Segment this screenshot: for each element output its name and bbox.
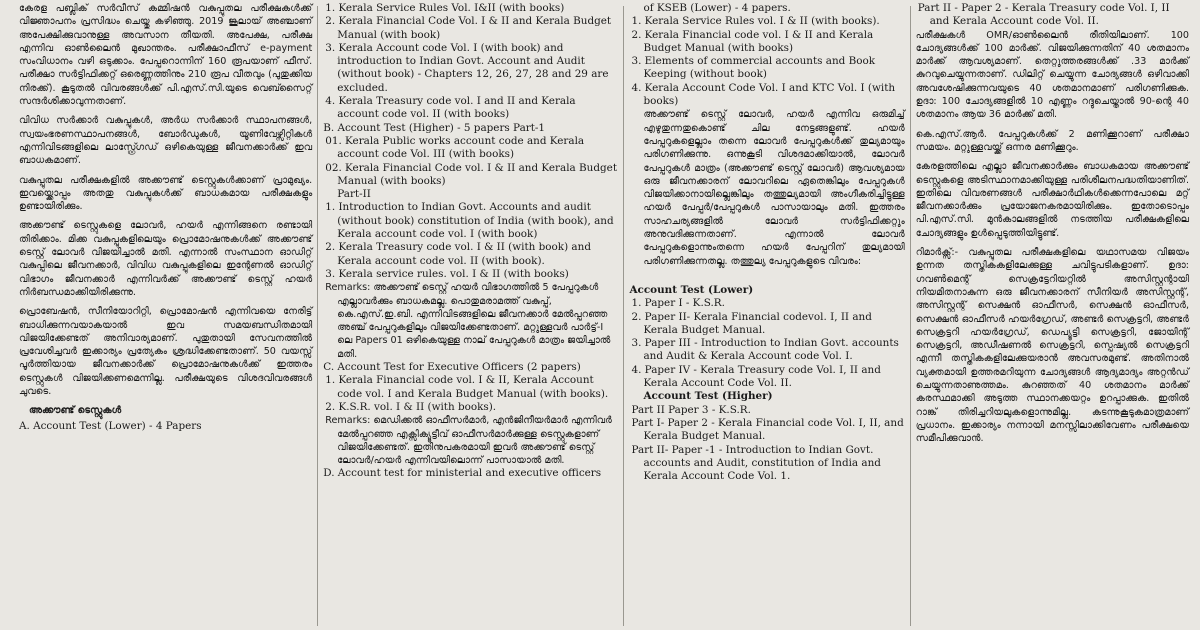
list-item: 3. Elements of commercial accounts and Book Keeping (without book)	[631, 55, 876, 81]
column-2	[318, 2, 623, 630]
list-item: 1. Kerala Financial code vol. I & II, Kerala Account code vol. I and Kerala Budget Manual (with books).	[325, 374, 609, 400]
list-item: Part II Paper 3 - K.S.R.	[631, 403, 751, 416]
equivalence-paragraph: അക്കൗണ്ട് ടെസ്റ്റ് ലോവർ, ഹയർ എന്നിവ ഒരുമിച്ച് എഴുതുന്നതുകൊണ്ട് ചില നേട്ടങ്ങളുണ്ട്. ഹയർ പേപ്പറുകളെല്ലാം തന്നെ ലോവർ പേപ്പറുകൾക്ക് തുല്യമായും പരിഗണിക്കുന്നു. ഒന്നുകൂടി വിശദമാക്കിയാൽ, ലോവർ പേപ്പറുകൾ മാത്രം (അക്കൗണ്ട് ടെസ്റ്റ് ലോവർ) ആവശ്യമായ ഒരു ജീവനക്കാരന് ലോവറിലെ ഏതെങ്കിലും പേപ്പറുകൾ വിജയിക്കാനായില്ലെങ്കിലും തത്തുല്യമായി അംഗീകരിച്ചിട്ടുള്ള ഹയർ പേപ്പർ/പേപ്പറുകൾ പാസായാലും മതി. ഇത്തരം സാഹചര്യങ്ങളിൽ ലോവർ സർട്ടിഫിക്കറ്റും അനുവദിക്കുന്നതാണ്. എന്നാൽ ലോവർ പേപ്പറുകളൊന്നുംതന്നെ ഹയർ പേപ്പറിന് തുല്യമായി പരിഗണിക്കുന്നതല്ല. തത്തുല്യ പേപ്പറുകളുടെ വിവരം:	[643, 109, 905, 267]
column-3	[624, 2, 909, 630]
list-item: Part II- Paper -1 - Introduction to Indian Govt. accounts and Audit, constitution of India and Kerala Account Code Vol. 1.	[631, 443, 881, 483]
remarks-final-paragraph: റിമാർക്സ്:- വകുപ്പുതല പരീക്ഷകളിലെ യഥാസമയ വിജയം ഉന്നത തസ്തികകളിലേക്കുള്ള ചവിട്ടുപടികളാണ്. ഉദാ: ഗവൺമെന്റ് സെക്രട്ടേറിയറ്റിൽ അസിസ്റ്റന്റായി നിയമിതനാകുന്ന ഒരു ജീവനക്കാരന് സീനിയർ അസിസ്റ്റന്റ്, അസിസ്റ്റന്റ് സെക്ഷൻ ഓഫീസർ, സെക്ഷൻ ഓഫീസർ, സെക്ഷൻ ഓഫീസർ ഹയർഗ്രേഡ്, അണ്ടർ സെക്രട്ടറി, അണ്ടർ സെക്രട്ടറി ഹയർഗ്രേഡ്, ഡെപ്യൂട്ടി സെക്രട്ടറി, ജോയിന്റ് സെക്രട്ടറി, അഡീഷണൽ സെക്രട്ടറി, സ്പെഷ്യൽ സെക്രട്ടറി എന്നീ തസ്തികകളിലേക്കുയരാൻ അവസരമുണ്ട്. അതിനാൽ വ്യക്തമായി ഉത്തരമറിയുന്ന ചോദ്യങ്ങൾ ആദ്യമാദ്യം അറ്റൻഡ് ചെയ്യുന്നതാണുത്തമം. കുറഞ്ഞത് 40 ശതമാനം മാർക്ക് കരസ്ഥമാക്കി അടുത്ത സ്ഥാനക്കയറ്റം ഉറപ്പാക്കുക. ഇതിൽ റാങ്ക് തിരിച്ചറിയലുകളൊന്നുമില്ല. കടന്നുകൂടുകമാത്രമാണ് പ്രധാനം. ഇക്കാര്യം നന്നായി മനസ്സിലാക്കിവേണം പരീക്ഷയെ സമീപിക്കുവാൻ.	[915, 247, 1190, 445]
list-item: 2. Paper II- Kerala Financial codevol. I, II and Kerala Budget Manual.	[631, 310, 872, 336]
marks-paragraph: പരീക്ഷകൾ OMR/ഓൺലൈൻ രീതിയിലാണ്. 100 ചോദ്യങ്ങൾക്ക് 100 മാർക്ക്. വിജയിക്കുന്നതിന് 40 ശതമാനം മാർക്ക് ആവശ്യമാണ്. തെറ്റുത്തരങ്ങൾക്ക് .33 മാർക്ക് കുറവുചെയ്യുന്നതാണ്. ഡിലിറ്റ് ചെയ്യുന്ന ചോദ്യങ്ങൾ ഒഴിവാക്കി അവശേഷിക്കുന്നവയുടെ 40 ശതമാനമാണ് പരിഗണിക്കുക. ഉദാ: 100 ചോദ്യങ്ങളിൽ 10 എണ്ണം റദ്ദുചെയ്താൽ 90-ന്റെ 40 ശതമാനം ആയ 36 മാർക്ക് മതി.	[915, 29, 1190, 121]
list-item: 3. Kerala service rules. vol. I & II (with books)	[325, 267, 569, 280]
list-item: 2. Kerala Financial code vol. I & II and Kerala Budget Manual (with books)	[631, 28, 874, 54]
applicability-paragraph: വിവിധ സർക്കാർ വകുപ്പുകൾ, അർധ സർക്കാർ സ്ഥാപനങ്ങൾ, സ്വയംഭരണസ്ഥാപനങ്ങൾ, ബോർഡുകൾ, യൂണിവേഴ്സിറ്റികൾ എന്നിവിടങ്ങളിലെ ലാസ്റ്റ്ഗ്രേഡ് ഒഴികെയുള്ള ജീവനക്കാർക്ക് ഇവ ബാധകമാണ്.	[19, 115, 313, 167]
list-item: 1. Kerala Service Rules vol. I & II (with books).	[631, 15, 880, 28]
list-item: 2. Kerala Financial Code Vol. I & II and Kerala Budget Manual (with book)	[325, 15, 612, 41]
section-c-title: C. Account Test for Executive Officers (2 papers)	[323, 361, 581, 374]
section-a-title: A. Account Test (Lower) - 4 Papers	[19, 419, 202, 432]
duration-paragraph: കെ.എസ്.ആർ. പേപ്പറുകൾക്ക് 2 മണിക്കൂറാണ് പരീക്ഷാ സമയം. മറ്റുള്ളവയ്ക്ക് ഒന്നര മണിക്കൂറും.	[915, 128, 1190, 153]
higher-heading: Account Test (Higher)	[643, 390, 773, 403]
list-item: Part I- Paper 2 - Kerala Financial code Vol. I, II, and Kerala Budget Manual.	[631, 416, 904, 443]
list-item: 01. Kerala Public works account code and Kerala account code Vol. III (with books)	[325, 134, 585, 161]
list-item: 4. Kerala Treasury code vol. I and II and Kerala account code vol. II (with books)	[325, 95, 576, 121]
list-item: 1. Kerala Service Rules Vol. I&II (with books)	[325, 2, 565, 14]
column-1	[14, 2, 317, 630]
list-item: 1. Introduction to Indian Govt. Accounts and audit (without book) constitution of India (with book), and Kerala account code vol. I (with book)	[325, 201, 614, 241]
list-item: 1. Paper I - K.S.R.	[631, 297, 725, 310]
part-label: Part-II	[337, 188, 371, 201]
training-paragraph: കേരളത്തിലെ എല്ലാ ജീവനക്കാർക്കും ബാധകമായ അക്കൗണ്ട് ടെസ്റ്റുകളെ അടിസ്ഥാനമാക്കിയുള്ള പരിശീലനപദ്ധതിയാണിത്. ഇതിലെ വിവരണങ്ങൾ പരീക്ഷാർഥികൾക്കെന്നപോലെ മറ്റ് ജീവനക്കാർക്കും പ്രയോജനകരമായിരിക്കും. ഇതോടൊപ്പം പി.എസ്.സി. മുൻകാലങ്ങളിൽ നടത്തിയ പരീക്ഷകളിലെ ചോദ്യങ്ങളും ഉൾപ്പെടുത്തിയിട്ടുണ്ട്.	[915, 161, 1190, 239]
intro-paragraph: കേരള പബ്ലിക് സർവീസ് കമ്മിഷൻ വകുപ്പുതല പരീക്ഷകൾക്ക് വിജ്ഞാപനം പ്രസിദ്ധം ചെയ്തു കഴിഞ്ഞു. 2019 ജൂലായ് അഞ്ചാണ് അപേക്ഷിക്കുവാനുള്ള അവസാന തീയതി. അപേക്ഷ, പരീക്ഷ എന്നിവ ഓൺലൈൻ മുഖാന്തരം. പരീക്ഷാഫീസ് e-payment സംവിധാനം വഴി ഒടുക്കാം. പേപ്പറൊന്നിന് 160 രൂപയാണ് ഫീസ്. പരീക്ഷാ സർട്ടിഫിക്കറ്റ് ഒരെണ്ണത്തിനും 210 രൂപ വീതവും (പുതുക്കിയ നിരക്ക്). കൂടുതൽ വിവരങ്ങൾക്ക് പി.എസ്.സി.യുടെ വെബ്സൈറ്റ് സന്ദർശിക്കാവുന്നതാണ്.	[19, 3, 313, 108]
list-item: 3. Kerala Account code Vol. I (with book) and introduction to Indian Govt. Account and Audit (without book) - Chapters 12, 26, 27, 28 and 29 are excluded.	[325, 41, 609, 94]
remarks-paragraph: Remarks: അക്കൗണ്ട് ടെസ്റ്റ് ഹയർ വിഭാഗത്തിൽ 5 പേപ്പറുകൾ എല്ലാവർക്കും ബാധകമല്ല. പൊതുമരാമത്ത് വകുപ്പ്, കെ.എസ്.ഇ.ബി. എന്നിവിടങ്ങളിലെ ജീവനക്കാർ മേൽപ്പറഞ്ഞ അഞ്ച് പേപ്പറുകളിലും വിജയിക്കേണ്ടതാണ്. മറ്റുള്ളവർ പാർട്ട്-I ലെ Papers 01 ഒഴികെയുള്ള നാല് പേപ്പറുകൾ മാത്രം ജയിച്ചാൽ മതി.	[325, 282, 611, 360]
probation-paragraph: പ്രൊബേഷൻ, സീനിയോറിറ്റി, പ്രൊമോഷൻ എന്നിവയെ നേരിട്ട് ബാധിക്കുന്നവയാകയാൽ ഇവ സമയബന്ധിതമായി വിജയിക്കേണ്ടത് അനിവാര്യമാണ്. പുതുതായി സേവനത്തിൽ പ്രവേശിച്ചവർ ഇക്കാര്യം പ്രത്യേകം ശ്രദ്ധിക്കേണ്ടതാണ്. 50 വയസ്സ് പൂർത്തിയായ ജീവനക്കാർക്ക് പ്രൊമോഷനുകൾക്ക് ഇത്തരം ടെസ്റ്റുകൾ വിജയിക്കണമെന്നില്ല. പരീക്ഷയുടെ വിശദവിവരങ്ങൾ ചുവടെ.	[19, 306, 313, 398]
list-item: 2. Kerala Treasury code vol. I & II (with book) and Kerala account code vol. II (with book).	[325, 241, 591, 267]
lower-higher-paragraph: അക്കൗണ്ട് ടെസ്റ്റുകളെ ലോവർ, ഹയർ എന്നിങ്ങനെ രണ്ടായി തിരിക്കാം. മിക്ക വകുപ്പുകളിലെയും പ്രൊമോഷനുകൾക്ക് അക്കൗണ്ട് ടെസ്റ്റ് ലോവർ വിജയിച്ചാൽ മതി. എന്നാൽ സംസ്ഥാന ഓഡിറ്റ് വകുപ്പിലെ ജീവനക്കാർ, വിവിധ വകുപ്പുകളിലെ ഇന്റേണൽ ഓഡിറ്റ് വിഭാഗം ജീവനക്കാർ എന്നിവർക്ക് അക്കൗണ്ട് ടെസ്റ്റ് ഹയർ നിർബന്ധമാക്കിയിരിക്കുന്നു.	[19, 220, 313, 298]
lower-heading: Account Test (Lower)	[629, 283, 754, 296]
list-item: 4. Kerala Account Code Vol. I and KTC Vol. I (with books)	[631, 81, 896, 108]
list-item: 02. Kerala Financial Code vol. I & II and Kerala Budget Manual (with books)	[325, 161, 617, 187]
list-item: 2. K.S.R. vol. I & II (with books).	[325, 400, 497, 413]
list-item: Part II - Paper 2 - Kerala Treasury code Vol. I, II and Kerala Account code Vol. II.	[917, 2, 1170, 28]
section-b-title: B. Account Test (Higher) - 5 papers Part-1	[323, 121, 546, 134]
account-test-paragraph: വകുപ്പുതല പരീക്ഷകളിൽ അക്കൗണ്ട് ടെസ്റ്റുകൾക്കാണ് പ്രാമുഖ്യം. ഇവയ്ക്കൊപ്പം അതതു വകുപ്പുകൾക്ക് ബാധകമായ പരീക്ഷകളും ഉണ്ടായിരിക്കും.	[19, 174, 313, 213]
list-item: 4. Paper IV - Kerala Treasury code Vol. I, II and Kerala Account Code Vol. II.	[631, 363, 881, 390]
section-d-continued: of KSEB (Lower) - 4 papers.	[643, 2, 791, 14]
section-heading: അക്കൗണ്ട് ടെസ്റ്റുകൾ	[29, 405, 122, 417]
column-4	[911, 2, 1194, 630]
remarks-paragraph: Remarks: മെഡിക്കൽ ഓഫീസർമാർ, എൻജിനീയർമാർ എന്നിവർ മേൽപ്പറഞ്ഞ എക്സിക്യൂട്ടീവ് ഓഫീസർമാർക്കുള്ള ടെസ്റ്റുകളാണ് വിജയിക്കേണ്ടത്. ഇതിനുപകരമായി ഇവർ അക്കൗണ്ട് ടെസ്റ്റ് ലോവർ/ഹയർ എന്നിവയിലൊന്ന് പാസായാൽ മതി.	[325, 415, 612, 467]
section-d-title: D. Account test for ministerial and executive officers	[323, 467, 602, 480]
list-item: 3. Paper III - Introduction to Indian Govt. accounts and Audit & Kerala Account code Vol. I.	[631, 337, 899, 363]
